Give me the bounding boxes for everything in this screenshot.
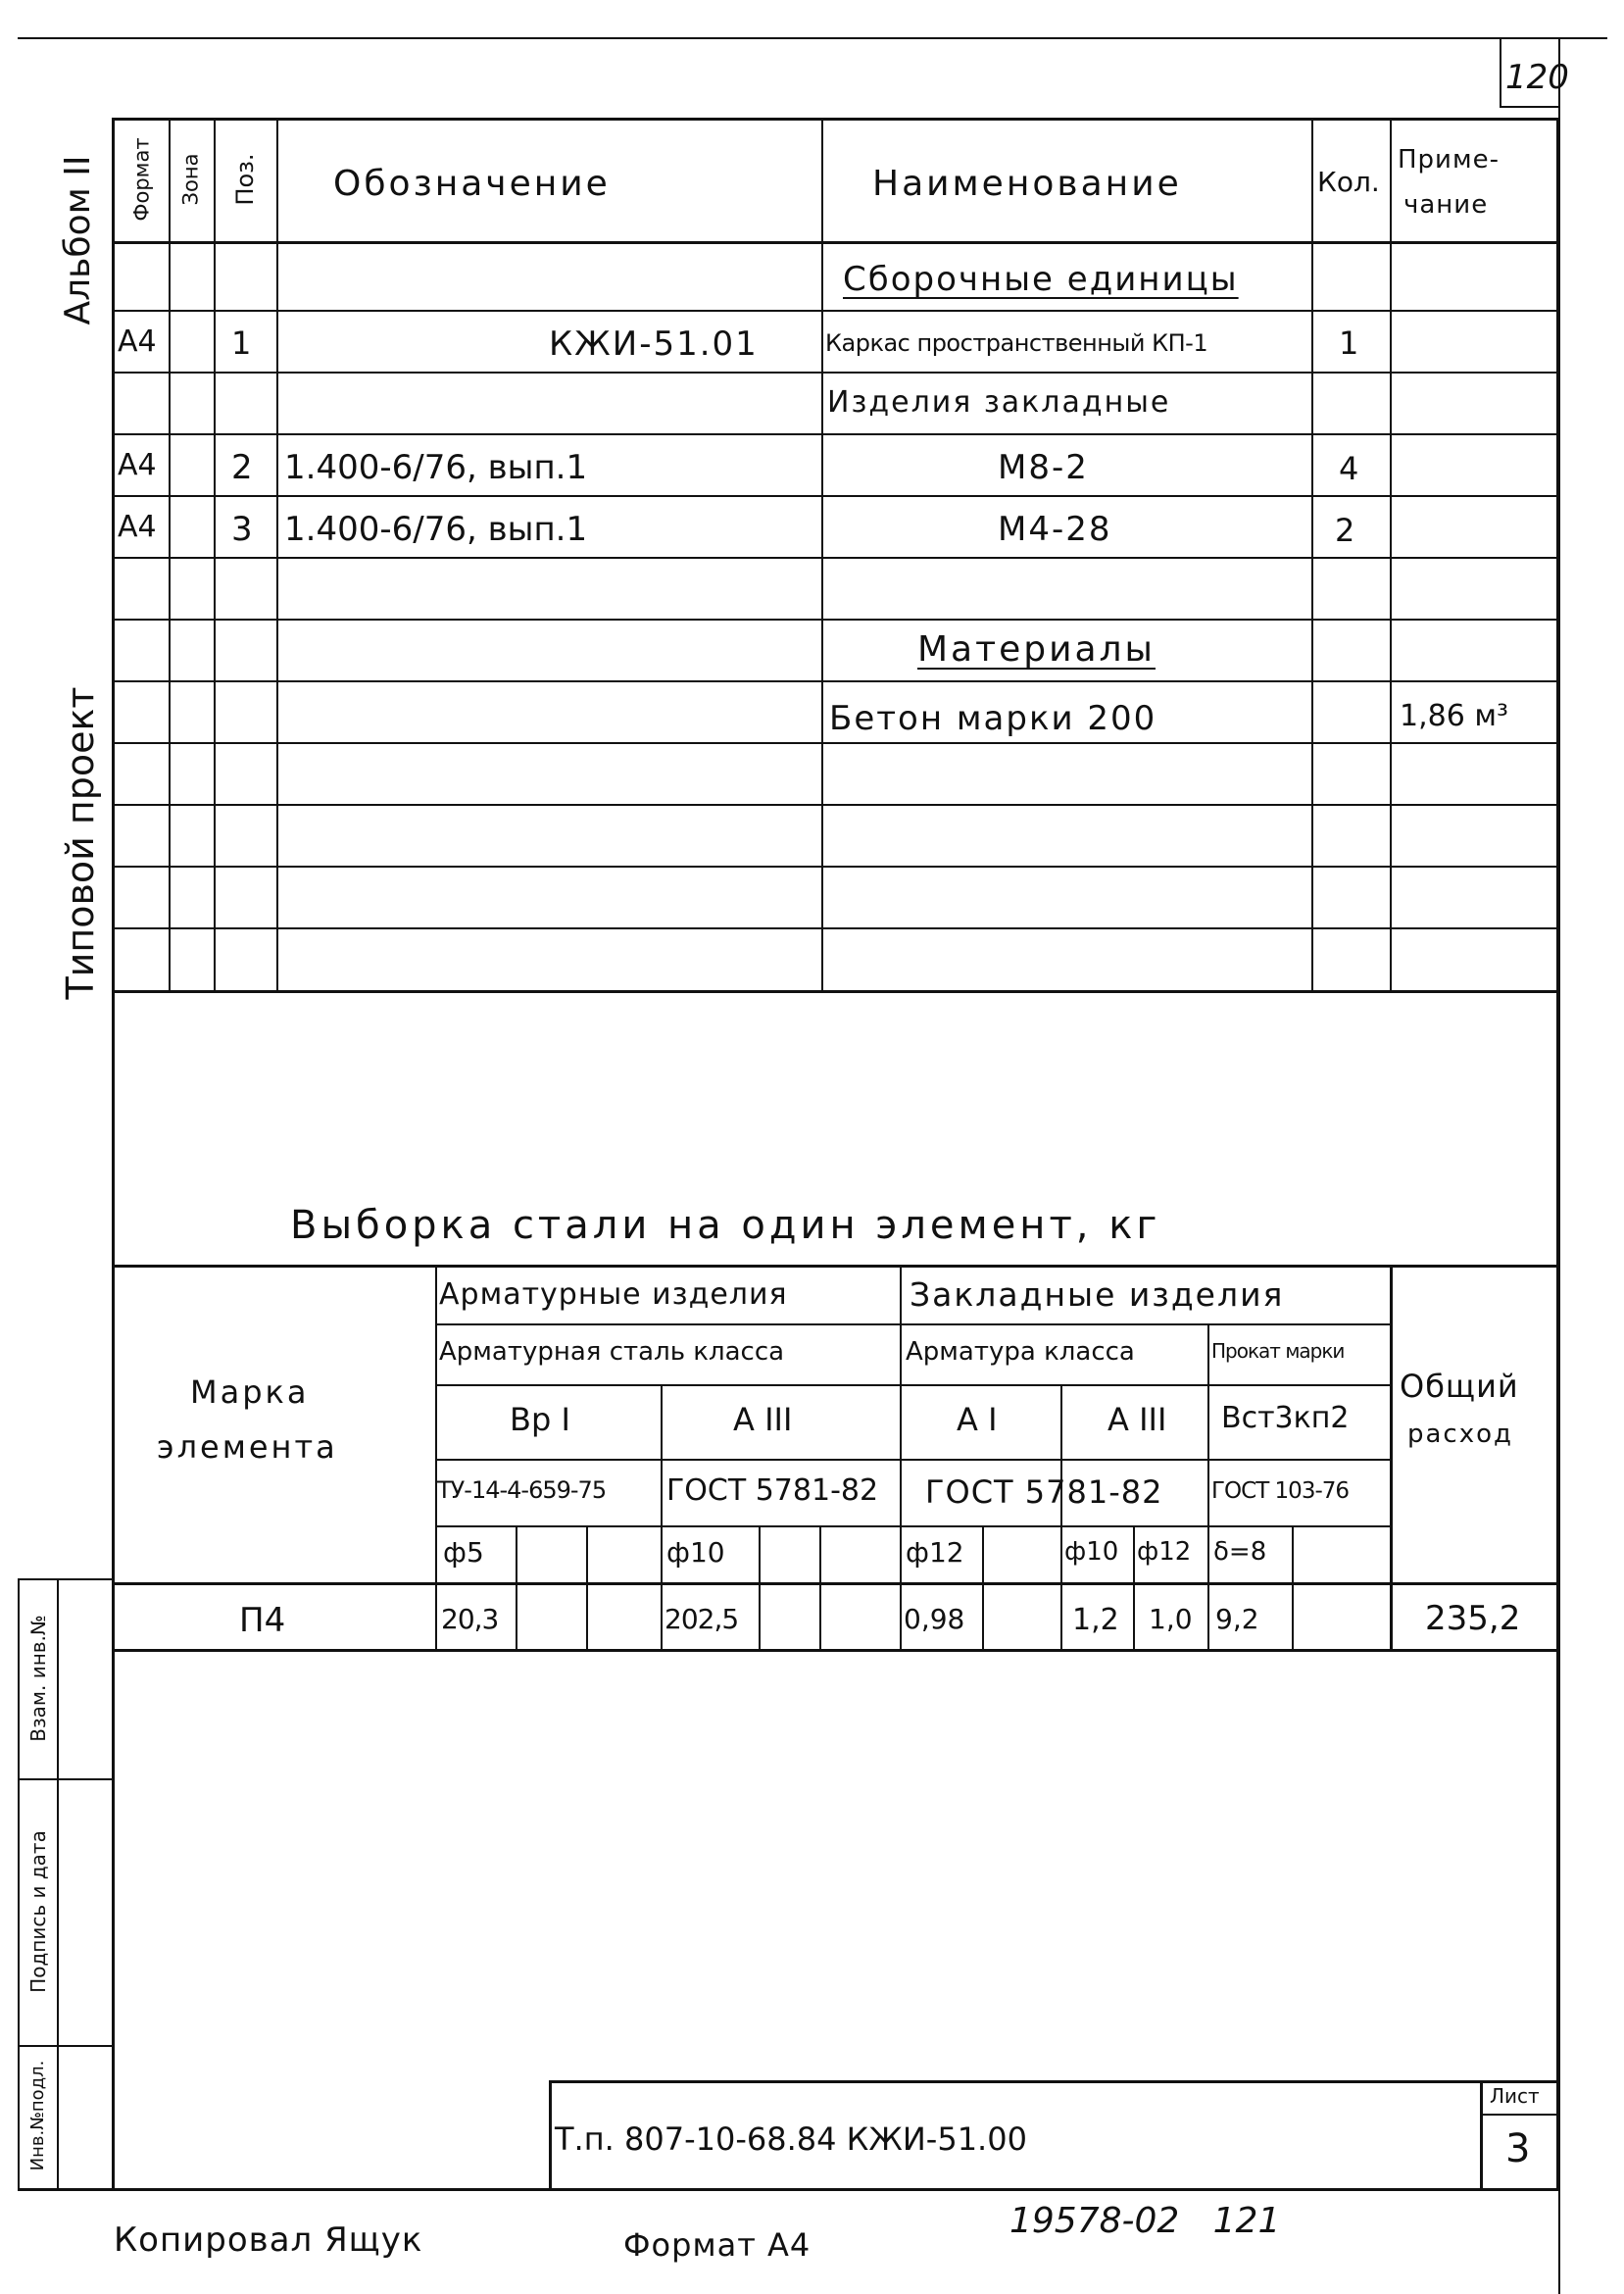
- header-pos: Поз.: [231, 153, 259, 206]
- steel-std-gost5781b: ГОСТ 5781-82: [925, 1473, 1163, 1511]
- steel-grade-bp1: Вр I: [510, 1401, 570, 1438]
- steel-std-gost5781a: ГОСТ 5781-82: [666, 1473, 879, 1508]
- row4-format: А4: [118, 448, 157, 482]
- stamp-inv: Инв.№подл.: [27, 2060, 48, 2171]
- steel-grade-a1: А I: [957, 1401, 998, 1438]
- frame-right: [1556, 118, 1559, 2191]
- sheet-number: 3: [1505, 2126, 1531, 2171]
- frame-top: [112, 118, 1560, 121]
- row8-note: 1,86 м³: [1400, 699, 1508, 733]
- frame-left: [112, 118, 115, 2191]
- steel-emb-items: Закладные изделия: [910, 1275, 1285, 1314]
- row8-name: Бетон марки 200: [829, 699, 1157, 738]
- steel-d-phi12b: ф12: [1137, 1537, 1192, 1567]
- row4-qty: 4: [1339, 450, 1359, 487]
- row2-name: Каркас пространственный КП-1: [825, 329, 1208, 357]
- steel-mark-2: элемента: [157, 1428, 338, 1466]
- row5-format: А4: [118, 510, 157, 544]
- steel-v-phi10: 202,5: [664, 1603, 739, 1635]
- steel-row-mark: П4: [239, 1601, 286, 1640]
- steel-std-gost103: ГОСТ 103-76: [1211, 1478, 1350, 1504]
- steel-d-delta: δ=8: [1213, 1537, 1267, 1567]
- row2-format: А4: [118, 324, 157, 359]
- sheet-label: Лист: [1490, 2084, 1540, 2108]
- steel-v-phi12b: 1,0: [1149, 1603, 1193, 1635]
- steel-total-1: Общий: [1400, 1368, 1519, 1405]
- corner-box-bottom: [1500, 106, 1558, 108]
- sheet-corner-number: 120: [1505, 58, 1569, 97]
- steel-d-phi12: ф12: [906, 1536, 964, 1569]
- steel-title: Выборка стали на один элемент, кг: [290, 1203, 1161, 1248]
- steel-grade-a3: А III: [733, 1401, 793, 1438]
- title-code: Т.п. 807-10-68.84 КЖИ-51.00: [555, 2120, 1027, 2158]
- header-format: Формат: [129, 137, 154, 222]
- steel-rolled-mark: Прокат марки: [1211, 1339, 1345, 1363]
- top-border: [18, 37, 1607, 39]
- steel-v-phi12: 0,98: [904, 1603, 965, 1635]
- row5-name: М4-28: [998, 510, 1112, 549]
- row4-name: М8-2: [998, 448, 1089, 487]
- steel-std-ty: ТУ-14-4-659-75: [437, 1476, 607, 1504]
- steel-arm-items: Арматурные изделия: [439, 1277, 788, 1312]
- steel-grade-a3b: А III: [1107, 1401, 1167, 1438]
- row2-designation: КЖИ-51.01: [549, 324, 759, 364]
- row5-pos: 3: [231, 510, 253, 549]
- steel-grade-vst: Вст3кп2: [1221, 1401, 1350, 1435]
- stamp-vzam: Взам. инв.№: [26, 1615, 50, 1742]
- stamp-podpis: Подпись и дата: [26, 1830, 50, 1993]
- steel-v-phi5: 20,3: [441, 1603, 499, 1635]
- row2-qty: 1: [1339, 324, 1359, 362]
- section-embedded: Изделия закладные: [827, 385, 1171, 420]
- steel-total: 235,2: [1425, 1599, 1521, 1638]
- steel-d-phi5: ф5: [443, 1536, 484, 1569]
- header-zone: Зона: [178, 153, 203, 206]
- album-label: Альбом II: [58, 155, 98, 325]
- row4-designation: 1.400-6/76, вып.1: [284, 448, 588, 487]
- row4-pos: 2: [231, 448, 253, 487]
- steel-total-2: расход: [1407, 1420, 1514, 1449]
- header-qty: Кол.: [1317, 166, 1380, 198]
- header-name: Наименование: [872, 164, 1182, 204]
- steel-mark-1: Марка: [190, 1373, 310, 1411]
- project-label: Типовой проект: [59, 686, 102, 1000]
- header-note-2: чание: [1403, 190, 1489, 220]
- steel-v-delta: 9,2: [1215, 1603, 1259, 1635]
- steel-arm-steel-class: Арматурная сталь класса: [439, 1337, 785, 1367]
- steel-d-phi10: ф10: [666, 1536, 725, 1569]
- steel-arm-class: Арматура класса: [906, 1337, 1135, 1367]
- section-materials: Материалы: [917, 629, 1156, 670]
- steel-v-phi10b: 1,2: [1072, 1603, 1119, 1637]
- frame-bottom: [112, 2188, 1559, 2191]
- row5-designation: 1.400-6/76, вып.1: [284, 510, 588, 549]
- header-note-1: Приме-: [1398, 145, 1500, 175]
- row5-qty: 2: [1335, 512, 1355, 549]
- row2-pos: 1: [231, 324, 252, 362]
- footer-copied: Копировал Ящук: [114, 2220, 423, 2260]
- header-designation: Обозначение: [333, 164, 611, 204]
- footer-handwritten: 19578-02 121: [1009, 2201, 1281, 2241]
- steel-d-phi10b: ф10: [1064, 1537, 1119, 1567]
- footer-format: Формат А4: [623, 2226, 812, 2264]
- corner-box-left: [1500, 39, 1501, 108]
- section-assemblies: Сборочные единицы: [843, 260, 1239, 299]
